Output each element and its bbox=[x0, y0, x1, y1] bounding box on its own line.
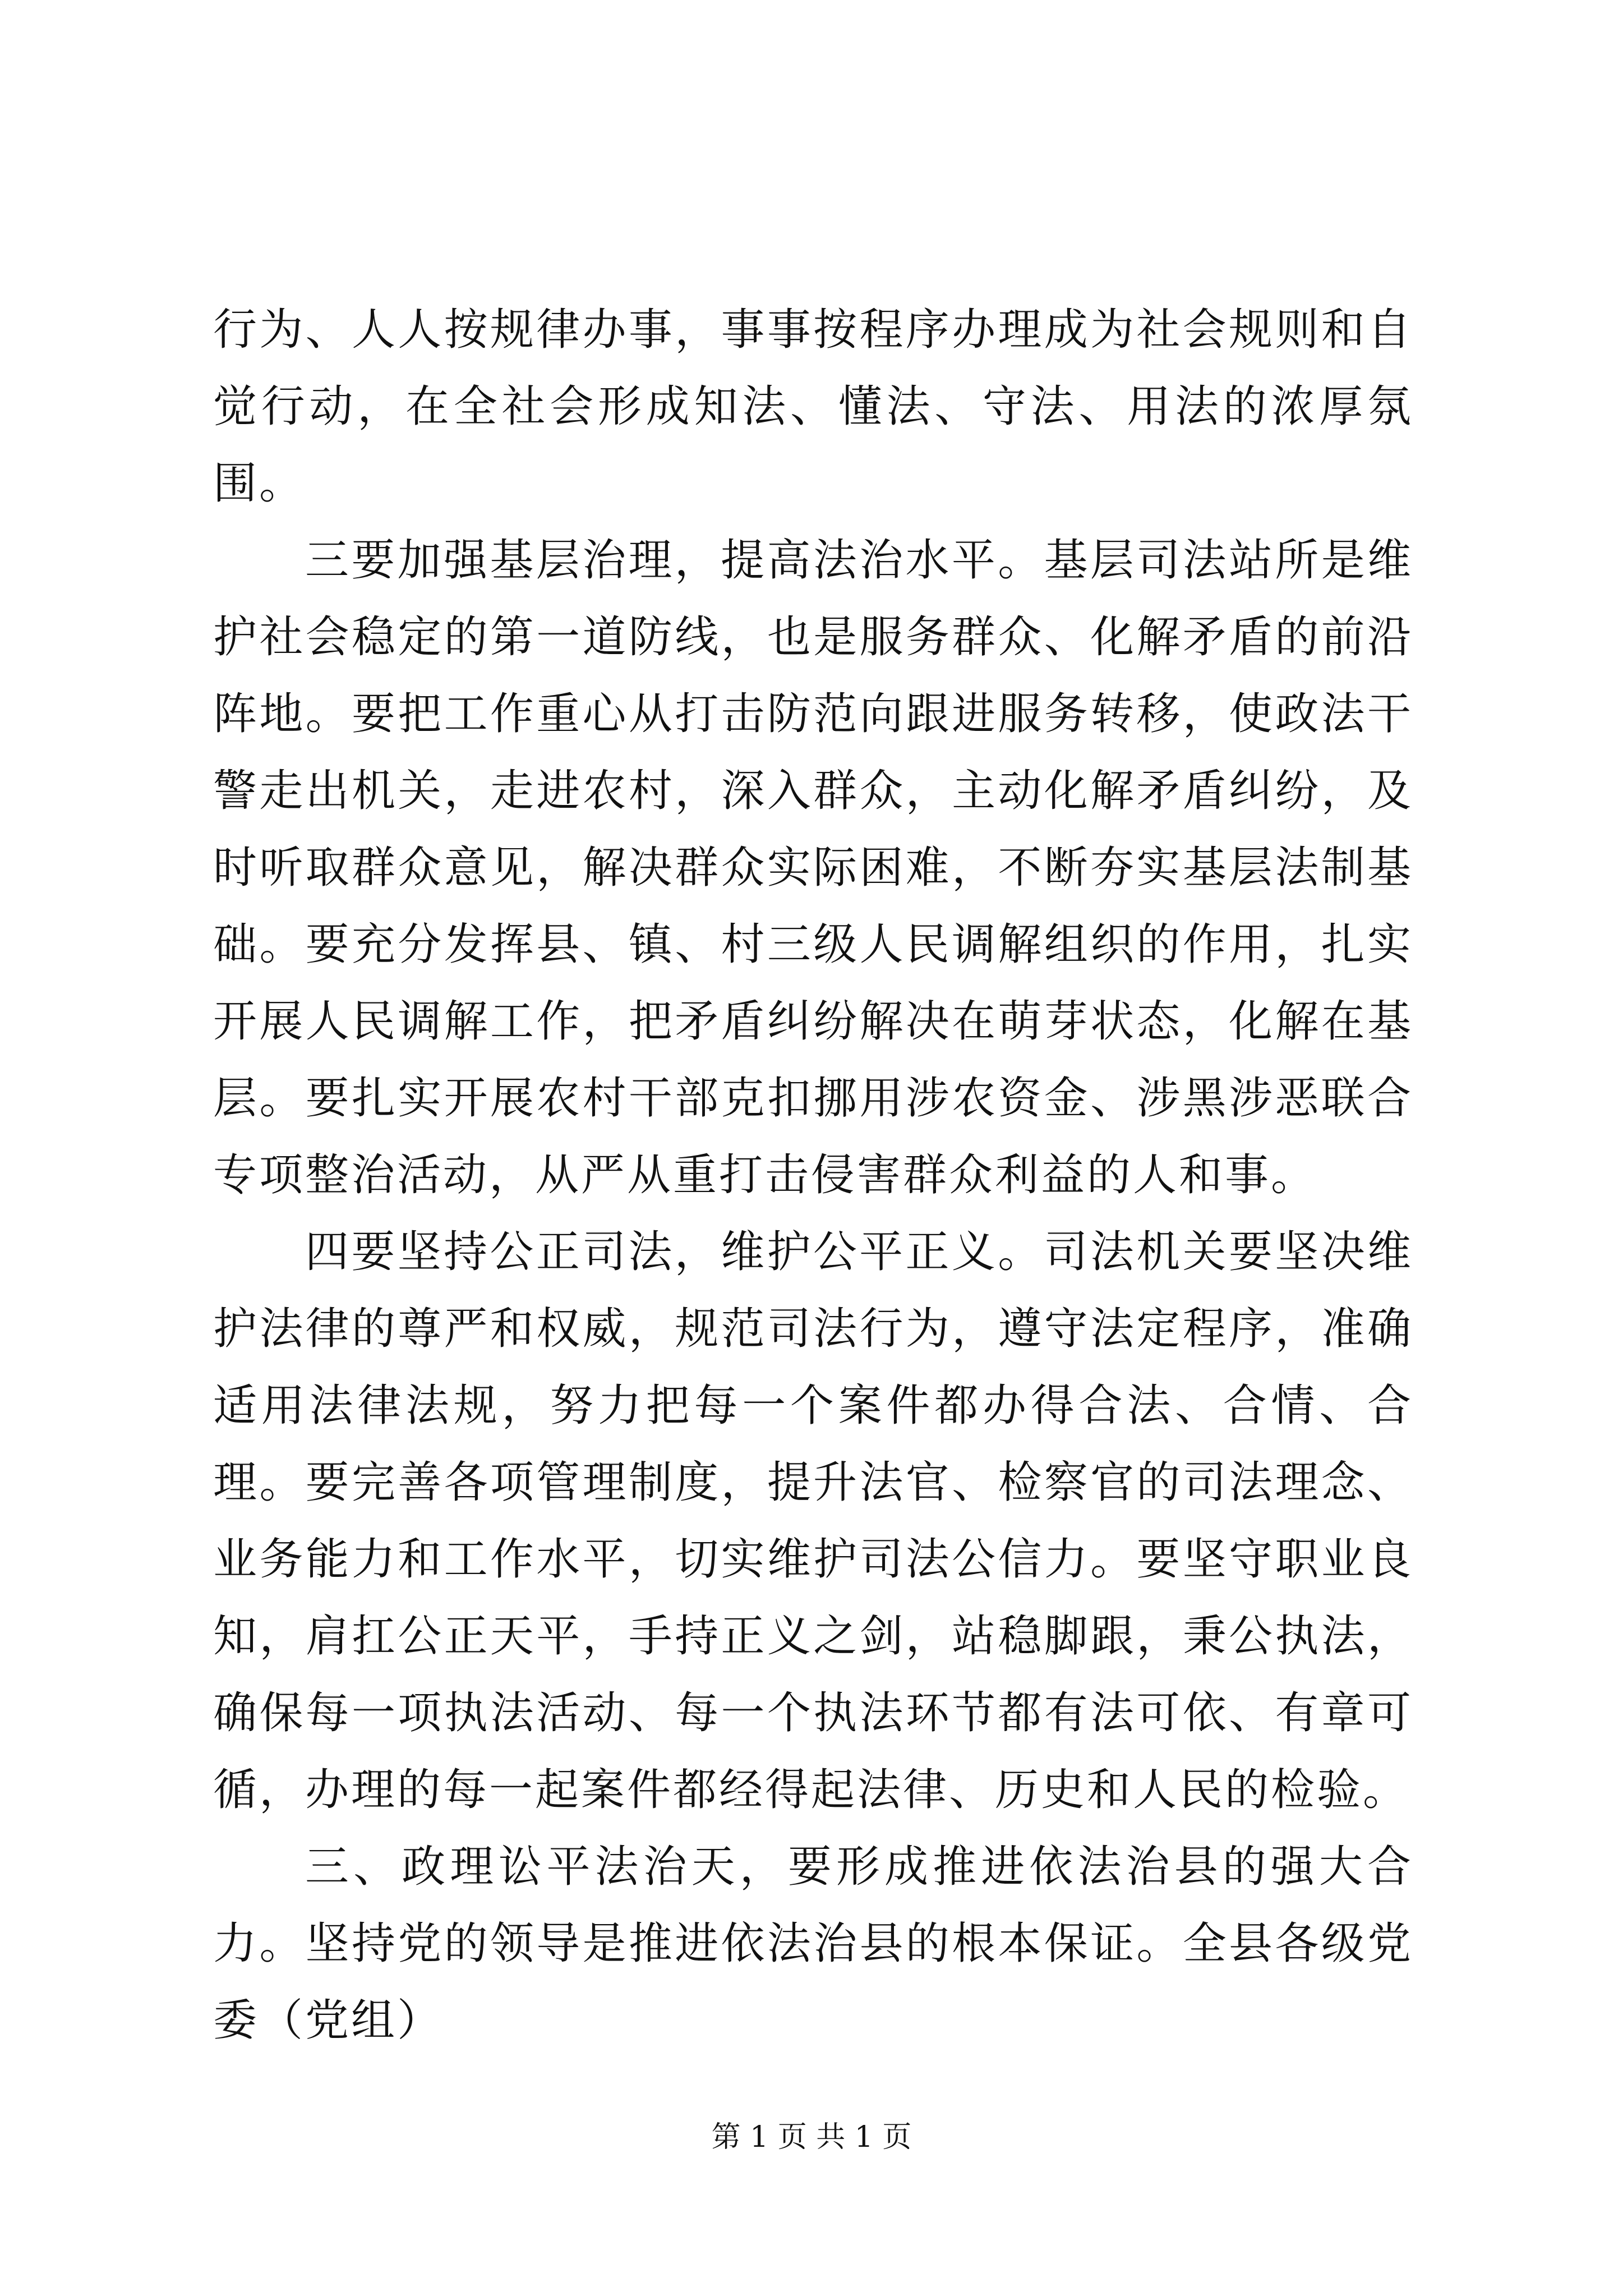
paragraph-1: 行为、人人按规律办事，事事按程序办理成为社会规则和自觉行动，在全社会形成知法、懂法、守法、用法的浓厚氛围。 bbox=[213, 305, 1413, 509]
page-number-footer: 第 1 页 共 1 页 bbox=[711, 2120, 912, 2154]
document-body bbox=[213, 292, 1413, 2059]
paragraph-4: 三、政理讼平法治天，要形成推进依法治县的强大合力。坚持党的领导是推进依法治县的根本保证。全县各级党委（党组） bbox=[213, 1842, 1413, 2046]
paragraph-3: 四要坚持公正司法，维护公平正义。司法机关要坚决维护法律的尊严和权威，规范司法行为，遵守法定程序，准确适用法律法规，努力把每一个案件都办得合法、合情、合理。要完善各项管理制度，提升法官、检察官的司法理念、业务能力和工作水平，切实维护司法公信力。要坚守职业良知，肩扛公正天平，手持正义之剑，站稳脚跟，秉公执法，确保每一项执法活动、每一个执法环节都有法可依、有章可循，办理的每一起案件都经得起法律、历史和人民的检验。 bbox=[213, 1227, 1413, 1815]
paragraph-2: 三要加强基层治理，提高法治水平。基层司法站所是维护社会稳定的第一道防线，也是服务群众、化解矛盾的前沿阵地。要把工作重心从打击防范向跟进服务转移，使政法干警走出机关，走进农村，深入群众，主动化解矛盾纠纷，及时听取群众意见，解决群众实际困难，不断夯实基层法制基础。要充分发挥县、镇、村三级人民调解组织的作用，扎实开展人民调解工作，把矛盾纠纷解决在萌芽状态，化解在基层。要扎实开展农村干部克扣挪用涉农资金、涉黑涉恶联合专项整治活动，从严从重打击侵害群众利益的人和事。 bbox=[213, 535, 1413, 1200]
